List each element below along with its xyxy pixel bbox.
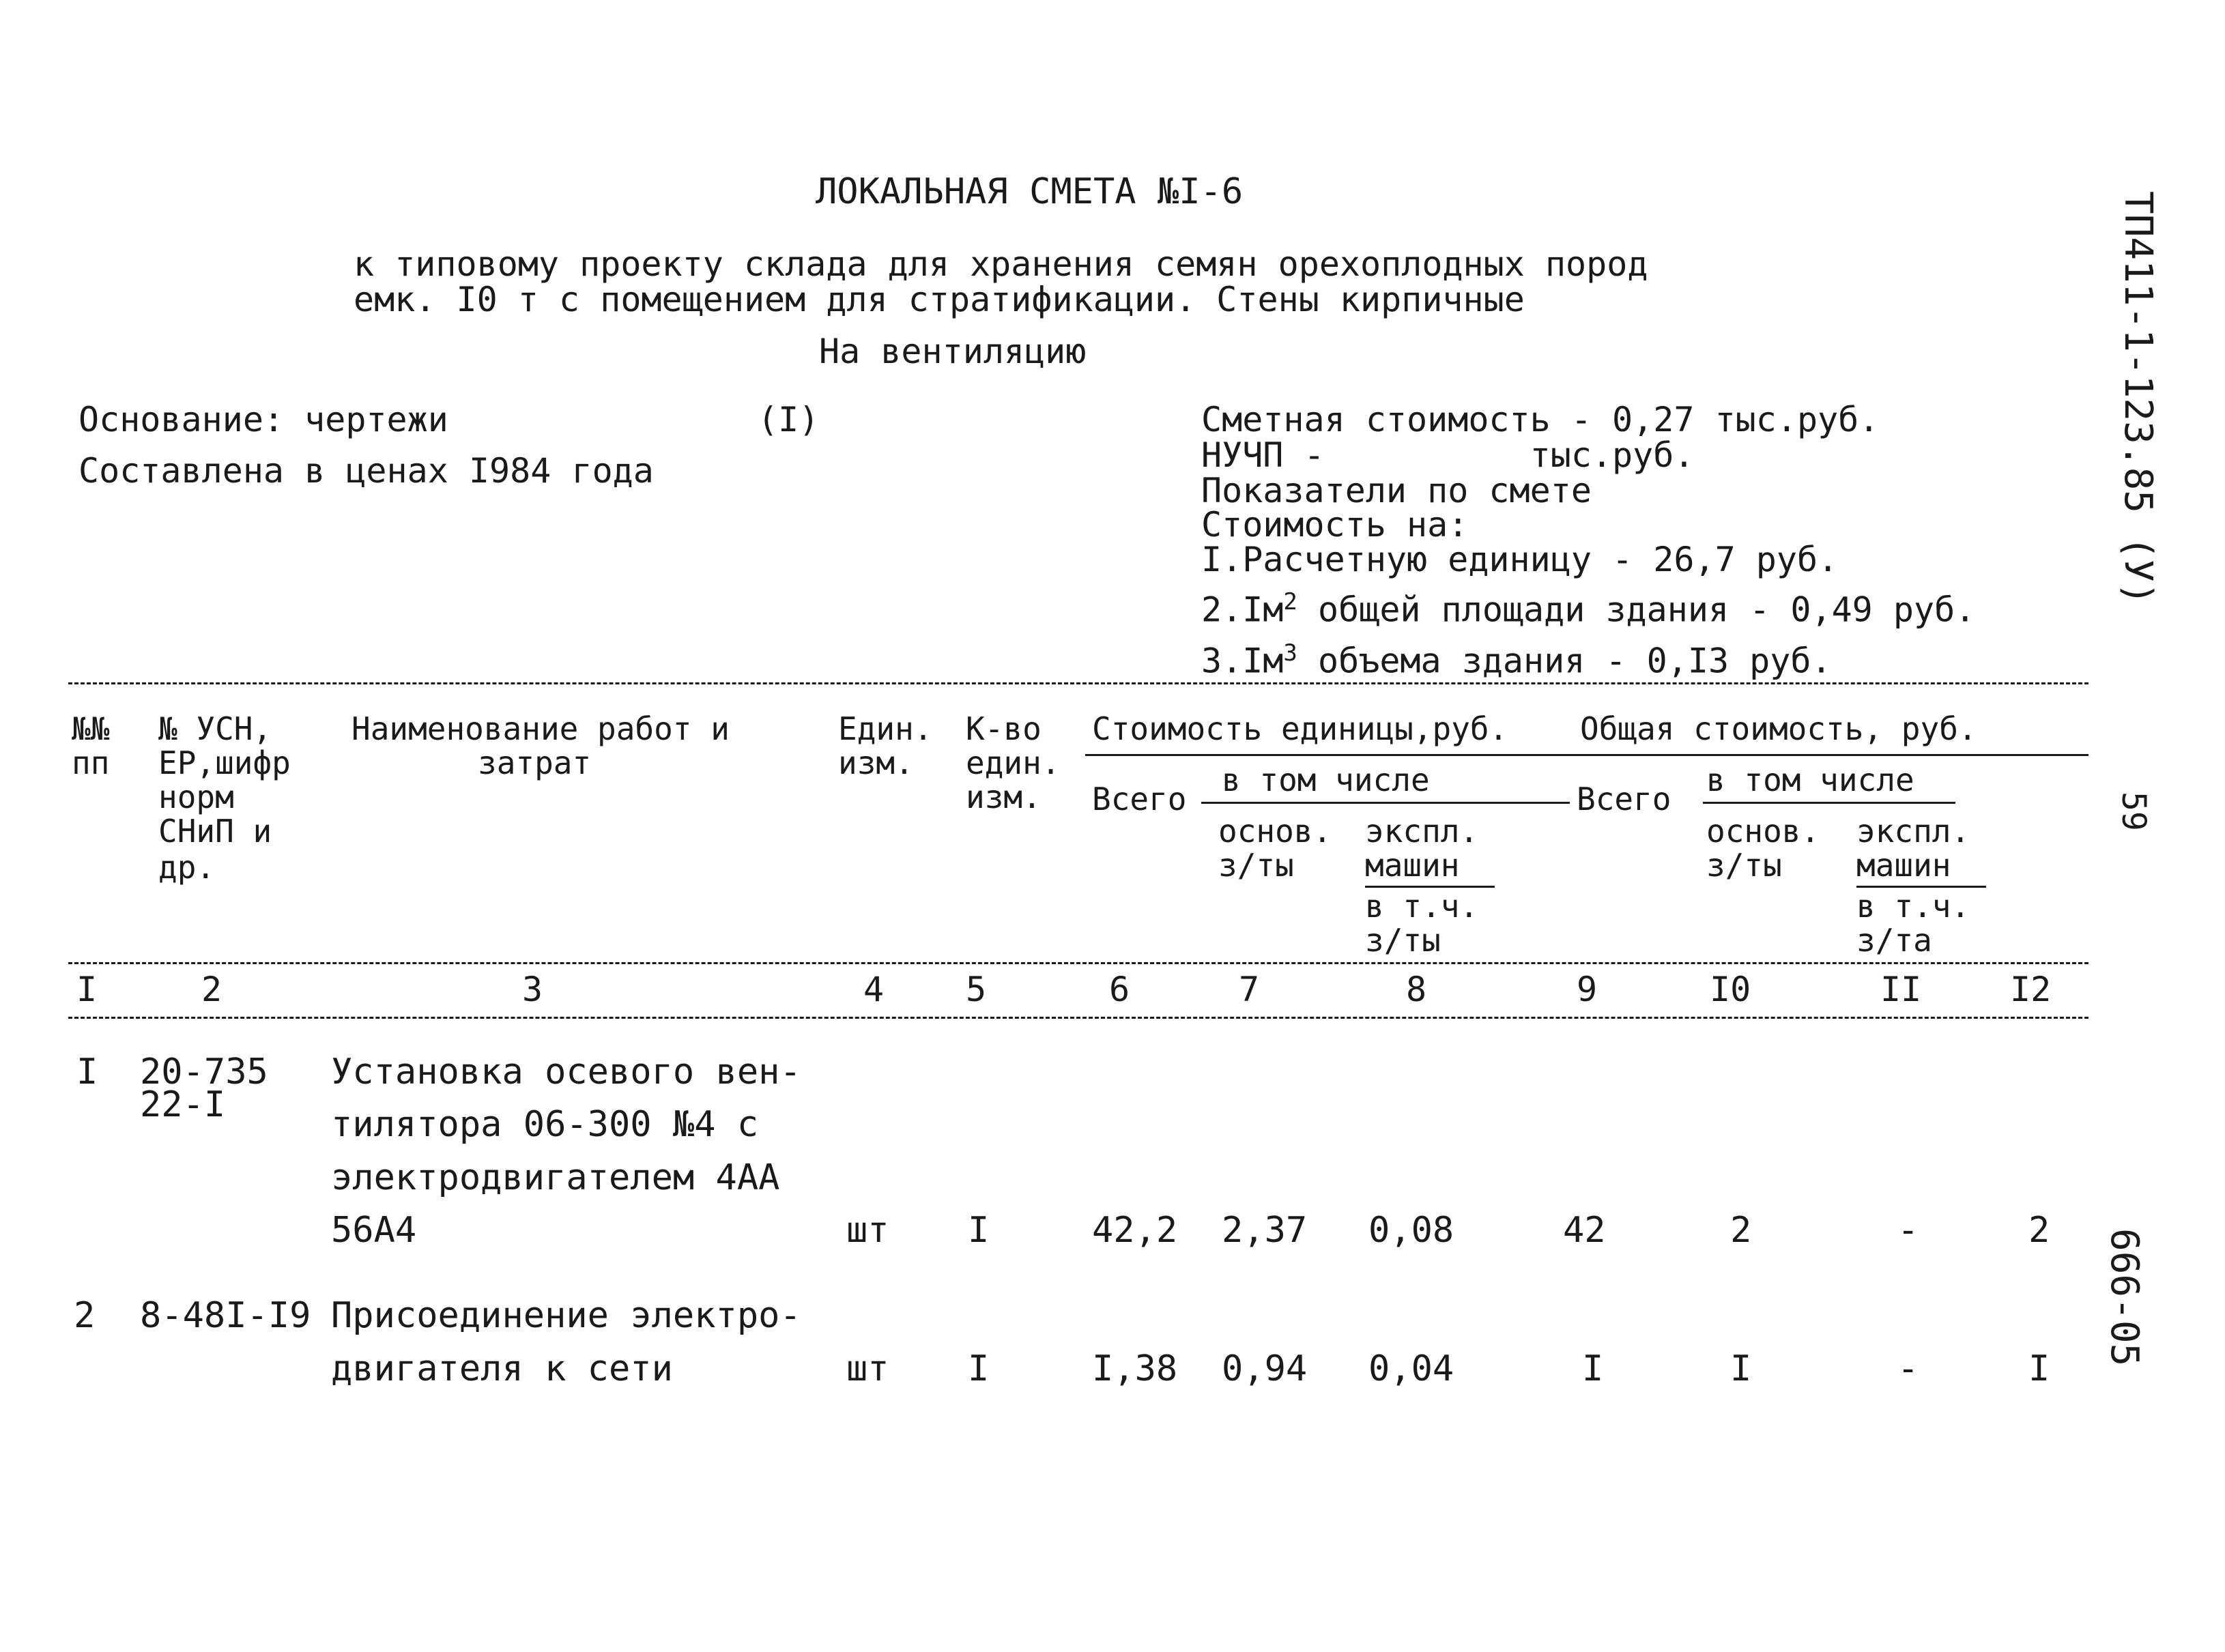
row2-num: 2: [74, 1295, 96, 1336]
row2-unit: шт: [846, 1348, 889, 1389]
row1-sum-total: 42: [1563, 1210, 1606, 1251]
row2-total: I,38: [1092, 1348, 1178, 1389]
estimated-cost: Сметная стоимость - 0,27 тыс.руб.: [1201, 400, 1880, 439]
subtitle-line-2: емк. I0 т с помещением для стратификации. Стены кирпичные: [354, 280, 1525, 319]
row1-unit: шт: [846, 1210, 889, 1251]
row2-sum-total: I: [1582, 1348, 1604, 1389]
row2-name-1: Присоединение электро-: [331, 1295, 801, 1336]
hdr-code-2: ЕР,шифр: [158, 744, 291, 781]
hdr-code-4: СНиП и: [158, 813, 272, 850]
row1-name-2: тилятора 06-300 №4 с: [331, 1104, 759, 1145]
table-top-rule: [68, 682, 2088, 684]
hdr-num-2: пп: [72, 744, 110, 781]
colnum-4: 4: [863, 970, 885, 1009]
row1-sum-vtch: 2: [2028, 1210, 2050, 1251]
row1-name-4: 56А4: [331, 1210, 417, 1251]
hdr-cost-rule: [1085, 754, 2088, 756]
colnum-8: 8: [1406, 970, 1427, 1009]
hdr-unit-1: Един.: [838, 710, 933, 747]
row1-name-1: Установка осевого вен-: [331, 1052, 801, 1092]
colnum-top-rule: [68, 962, 2088, 964]
row2-sum-vtch: I: [2028, 1348, 2050, 1389]
colnum-12: I2: [2010, 970, 2052, 1009]
row2-ekspl: 0,04: [1368, 1348, 1454, 1389]
colnum-11: II: [1880, 970, 1922, 1009]
hdr-total-cost: Общая стоимость, руб.: [1580, 710, 1977, 747]
row1-qty: I: [968, 1210, 990, 1251]
price-basis: Составлена в ценах I984 года: [78, 451, 654, 491]
colnum-5: 5: [966, 970, 987, 1009]
document-title: ЛОКАЛЬНАЯ СМЕТА №I-6: [816, 171, 1244, 212]
subtitle-line-1: к типовому проекту склада для хранения семян орехоплодных пород: [354, 244, 1648, 284]
page-number: 59: [2114, 792, 2153, 831]
row2-name-2: двигателя к сети: [331, 1348, 673, 1389]
hdr-num-1: №№: [72, 710, 110, 747]
hdr-unit-ekspl-1: экспл.: [1365, 813, 1479, 850]
hdr-sum-vtch-1: в т.ч.: [1856, 888, 1970, 925]
colnum-9: 9: [1577, 970, 1598, 1009]
indicator-item-1: I.Расчетную единицу - 26,7 руб.: [1201, 540, 1839, 579]
hdr-unit-total: Всего: [1092, 781, 1187, 817]
colnum-2: 2: [201, 970, 222, 1009]
row1-sum-ekspl: -: [1897, 1210, 1919, 1251]
hdr-name-1: Наименование работ и: [351, 710, 730, 747]
sheet-code-margin: 666-05: [2102, 1228, 2147, 1367]
hdr-code-5: др.: [158, 849, 216, 886]
row1-sum-osn: 2: [1730, 1210, 1752, 1251]
hdr-qty-3: изм.: [966, 779, 1042, 815]
hdr-sum-total: Всего: [1577, 781, 1671, 817]
row1-osn: 2,37: [1222, 1210, 1308, 1251]
hdr-name-2: затрат: [478, 744, 592, 781]
row2-sum-ekspl: -: [1897, 1348, 1919, 1389]
hdr-code-1: № УСН,: [158, 710, 272, 747]
colnum-7: 7: [1239, 970, 1260, 1009]
colnum-6: 6: [1109, 970, 1130, 1009]
hdr-sum-osn-2: з/ты: [1706, 847, 1782, 884]
hdr-code-3: норм: [158, 779, 234, 815]
row1-name-3: электродвигателем 4АА: [331, 1157, 780, 1198]
hdr-unit-vtch-2: з/ты: [1365, 922, 1441, 959]
row1-num: I: [76, 1052, 98, 1092]
hdr-sum-osn-1: основ.: [1706, 813, 1820, 850]
hdr-sum-ekspl-1: экспл.: [1856, 813, 1970, 850]
hdr-sum-incl-rule: [1703, 802, 1955, 804]
indicators-line: Показатели по смете: [1201, 471, 1592, 510]
row1-ekspl: 0,08: [1368, 1210, 1454, 1251]
hdr-sum-ekspl-2: машин: [1856, 847, 1951, 884]
colnum-bottom-rule: [68, 1017, 2088, 1019]
hdr-sum-vtch-2: з/та: [1856, 922, 1932, 959]
indicator-item-3: $3.Iм^3$ объема здания - 0,I3 руб.: [1201, 639, 1832, 681]
hdr-sum-incl: в том числе: [1706, 762, 1914, 798]
project-code-margin: ТП411-1-123.85 (У): [2116, 191, 2160, 605]
hdr-unit-vtch-1: в т.ч.: [1365, 888, 1479, 925]
row1-total: 42,2: [1092, 1210, 1178, 1251]
hdr-unit-incl: в том числе: [1222, 762, 1430, 798]
hdr-unit-osn-1: основ.: [1218, 813, 1332, 850]
colnum-10: I0: [1710, 970, 1751, 1009]
row2-sum-osn: I: [1730, 1348, 1752, 1389]
hdr-qty-2: един.: [966, 744, 1061, 781]
hdr-unit-2: изм.: [838, 744, 914, 781]
colnum-1: I: [76, 970, 98, 1009]
hdr-unit-incl-rule: [1201, 802, 1570, 804]
basis-label: Основание: чертежи: [78, 400, 448, 439]
cost-on-line: Стоимость на:: [1201, 505, 1469, 545]
hdr-qty-1: К-во: [966, 710, 1042, 747]
hdr-unit-osn-2: з/ты: [1218, 847, 1294, 884]
row1-code-1: 20-735: [140, 1052, 268, 1092]
colnum-3: 3: [522, 970, 543, 1009]
row2-code-1: 8-48I-I9: [140, 1295, 311, 1336]
hdr-unit-ekspl-2: машин: [1365, 847, 1460, 884]
basis-ref: (I): [758, 400, 820, 439]
subtitle-line-3: На вентиляцию: [819, 332, 1087, 371]
indicator-item-2: $2.Iм^2$ общей площади здания - 0,49 руб.: [1201, 588, 1976, 630]
hdr-unit-cost: Стоимость единицы,руб.: [1092, 710, 1508, 747]
row1-code-2: 22-I: [140, 1084, 226, 1125]
row2-qty: I: [968, 1348, 990, 1389]
nuchp-line: НУЧП - тыс.руб.: [1201, 435, 1695, 475]
row2-osn: 0,94: [1222, 1348, 1308, 1389]
